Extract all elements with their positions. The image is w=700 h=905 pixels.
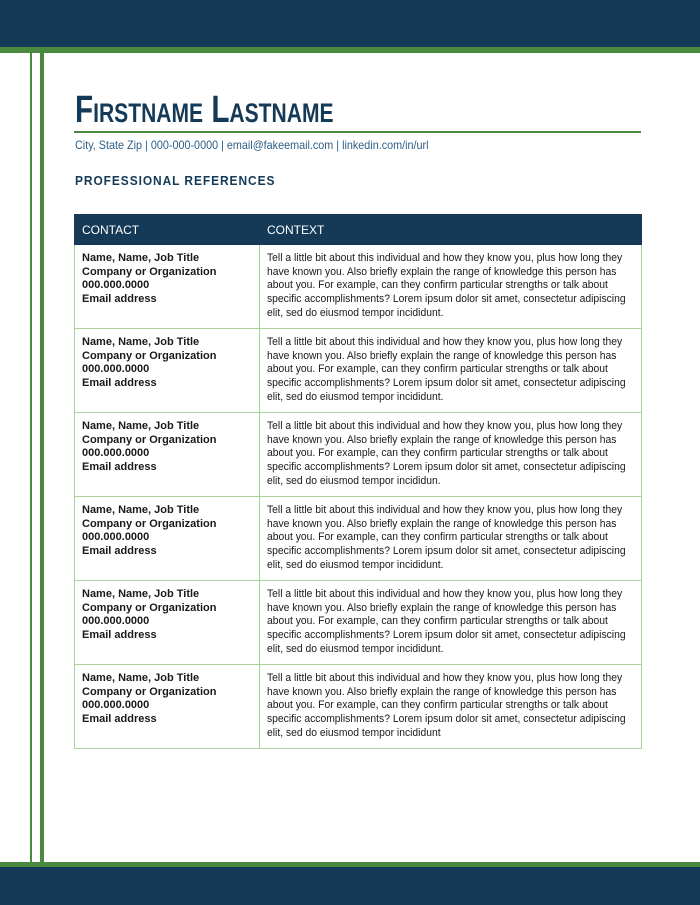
reference-context: Tell a little bit about this individual and how they know you, plus how long they have known you. Also briefly explain the range of knowledge this person has about you. For example, can they confirm particular strengths or talk about specific accomplishments? Lorem ipsum dolor sit amet, consectetur adipiscing elit, sed do eiusmod tempor incididunt. [267,588,626,655]
name-underline [74,131,641,133]
context-cell [260,497,642,581]
reference-company: Company or Organization [82,685,217,698]
reference-phone: 000.000.0000 [82,279,150,292]
reference-name-title: Name, Name, Job Title [82,336,200,348]
contact-cell [75,413,260,497]
reference-company: Company or Organization [82,433,217,446]
contact-cell [75,581,260,665]
person-name: Firstname Lastname [75,89,334,131]
left-thick-rule [40,53,44,862]
references-table [74,214,642,749]
reference-context: Tell a little bit about this individual and how they know you, plus how long they have known you. Also briefly explain the range of knowledge this person has about you. For example, can they confirm particular strengths or talk about specific accomplishments? Lorem ipsum dolor sit amet, consectetur adipiscing elit, sed do eiusmod tempor incididunt [267,672,626,739]
reference-email: Email address [82,461,157,474]
bottom-banner [0,867,700,905]
reference-name-title: Name, Name, Job Title [82,504,200,516]
reference-email: Email address [82,377,157,390]
reference-phone: 000.000.0000 [82,531,150,544]
table-row [75,665,642,749]
context-cell [260,581,642,665]
contact-cell [75,245,260,329]
top-accent-stripe [0,47,700,53]
contact-cell [75,497,260,581]
reference-phone: 000.000.0000 [82,363,150,376]
reference-email: Email address [82,629,157,642]
reference-context: Tell a little bit about this individual and how they know you, plus how long they have known you. Also briefly explain the range of knowledge this person has about you. For example, can they confirm particular strengths or talk about specific accomplishments? Lorem ipsum dolor sit amet, consectetur adipiscing elit, sed do eiusmod tempor incididunt. [267,336,626,403]
reference-phone: 000.000.0000 [82,699,150,712]
context-cell [260,329,642,413]
reference-name-title: Name, Name, Job Title [82,252,200,264]
table-row [75,581,642,665]
reference-name-title: Name, Name, Job Title [82,672,200,684]
reference-email: Email address [82,713,157,726]
table-row [75,413,642,497]
reference-company: Company or Organization [82,517,217,530]
reference-company: Company or Organization [82,349,217,362]
section-title: PROFESSIONAL REFERENCES [75,173,276,188]
reference-company: Company or Organization [82,265,217,278]
reference-context: Tell a little bit about this individual and how they know you, plus how long they have known you. Also briefly explain the range of knowledge this person has about you. For example, can they confirm particular strengths or talk about specific accomplishments? Lorem ipsum dolor sit amet, consectetur adipiscing elit, sed do eiusmod tempor incididunt. [267,252,626,319]
column-header-contact: CONTACT [75,215,260,245]
reference-context: Tell a little bit about this individual and how they know you, plus how long they have known you. Also briefly explain the range of knowledge this person has about you. For example, can they confirm particular strengths or talk about specific accomplishments? Lorem ipsum dolor sit amet, consectetur adipiscing elit, sed do eiusmod tempor incididunt. [267,504,626,571]
context-cell [260,245,642,329]
table-row [75,497,642,581]
reference-company: Company or Organization [82,601,217,614]
reference-phone: 000.000.0000 [82,615,150,628]
reference-email: Email address [82,293,157,306]
reference-phone: 000.000.0000 [82,447,150,460]
contact-cell [75,665,260,749]
table-header-row [75,215,642,245]
reference-name-title: Name, Name, Job Title [82,420,200,432]
table-row [75,245,642,329]
left-thin-rule [30,53,32,862]
reference-context: Tell a little bit about this individual and how they know you, plus how long they have known you. Also briefly explain the range of knowledge this person has about you. For example, can they confirm particular strengths or talk about specific accomplishments? Lorem ipsum dolor sit amet, consectetur adipiscing elit, sed do eiusmod tempor incididun. [267,420,626,487]
context-cell [260,413,642,497]
contact-info-line: City, State Zip | 000-000-0000 | email@fakeemail.com | linkedin.com/in/url [75,138,429,152]
context-cell [260,665,642,749]
reference-name-title: Name, Name, Job Title [82,588,200,600]
table-row [75,329,642,413]
top-banner [0,0,700,47]
column-header-context: CONTEXT [260,215,642,245]
contact-cell [75,329,260,413]
reference-email: Email address [82,545,157,558]
